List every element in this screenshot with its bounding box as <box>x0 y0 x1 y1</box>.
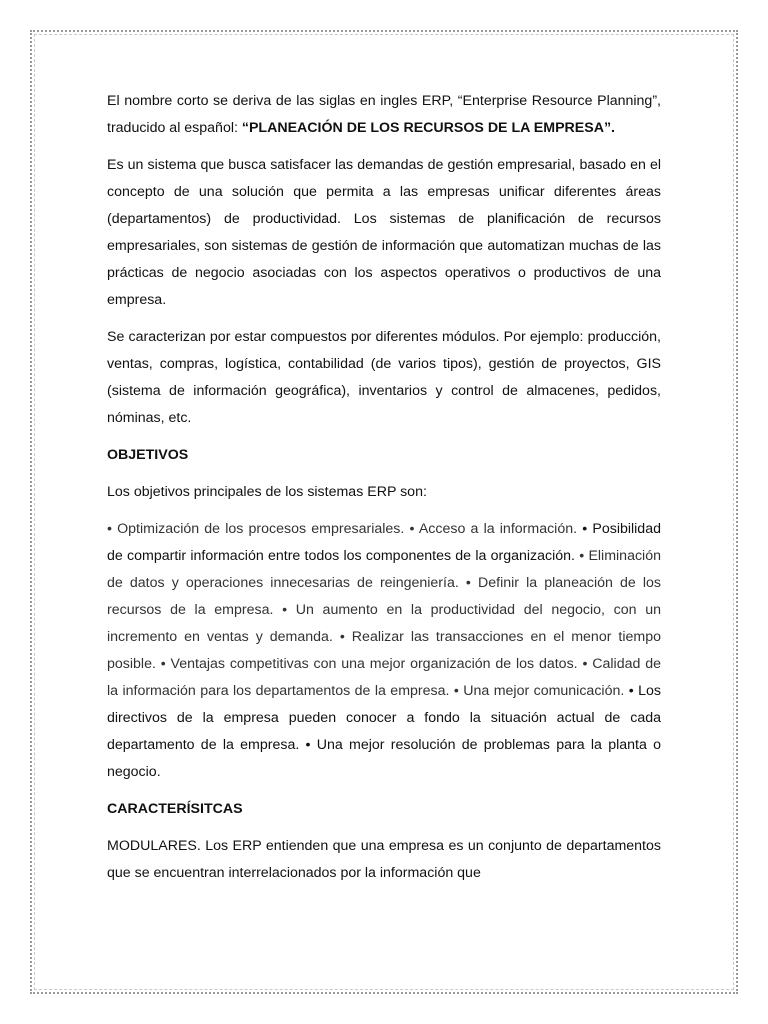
list-item: • Realizar las transacciones en el menor tiempo posible. <box>107 629 661 672</box>
list-item: • Optimización de los procesos empresariales. <box>107 521 410 537</box>
paragraph-modules: Se caracterizan por estar compuestos por diferentes módulos. Por ejemplo: producción, ventas, compras, logística, contabilidad (de varios tipos), gestión de proyectos, GIS (sistema de información geográfica), inventarios y control de almacenes, pedidos, nóminas, etc. <box>107 329 661 426</box>
caracteristicas-paragraph: MODULARES. Los ERP entienden que una empresa es un conjunto de departamentos que se encuentran interrelacionados por la información que <box>107 838 661 881</box>
list-item: • Eliminación de datos y operaciones innecesarias de reingeniería. <box>107 548 661 591</box>
paragraph-definition: Es un sistema que busca satisfacer las demandas de gestión empresarial, basado en el concepto de una solución que permita a las empresas unificar diferentes áreas (departamentos) de productividad. Los sistemas de planificación de recursos empresariales, son sistemas de gestión de información que automatizan muchas de las prácticas de negocio asociadas con los aspectos operativos o productivos de una empresa. <box>107 157 661 308</box>
objetivos-list <box>107 516 661 786</box>
intro-text: El nombre corto se deriva de las siglas en ingles ERP, “Enterprise Resource Planning”, traducido al español: <box>107 93 661 136</box>
caracteristicas-heading: CARACTERÍSITCAS <box>107 801 243 817</box>
list-item: • Los directivos de la empresa pueden conocer a fondo la situación actual de cada departamento de la empresa. <box>107 683 661 753</box>
list-item: • Acceso a la información. <box>409 521 583 537</box>
list-item: • Definir la planeación de los recursos de la empresa. <box>107 575 661 618</box>
list-item: • Posibilidad de compartir información entre todos los componentes de la organización. <box>107 521 661 564</box>
list-item: • Un aumento en la productividad del negocio, con un incremento en ventas y demanda. <box>107 602 661 645</box>
document-body <box>107 88 661 897</box>
objetivos-intro: Los objetivos principales de los sistemas ERP son: <box>107 484 427 500</box>
list-item: • Calidad de la información para los departamentos de la empresa. <box>107 656 661 699</box>
list-item: • Una mejor comunicación. <box>453 683 629 699</box>
objetivos-heading: OBJETIVOS <box>107 447 189 463</box>
list-item: • Ventajas competitivas con una mejor organización de los datos. <box>160 656 583 672</box>
list-item: • Una mejor resolución de problemas para la planta o negocio. <box>107 737 661 780</box>
intro-bold-text: “PLANEACIÓN DE LOS RECURSOS DE LA EMPRESA”. <box>241 120 615 136</box>
intro-paragraph <box>107 88 661 142</box>
